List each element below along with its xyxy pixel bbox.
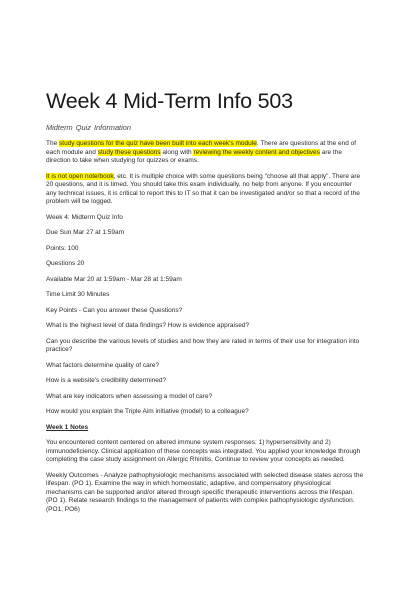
quiz-points: Points: 100: [46, 244, 79, 252]
quiz-availability: Available Mar 20 at 1:59am - Mar 28 at 1:59am: [46, 275, 182, 283]
page-title: Week 4 Mid-Term Info 503: [46, 89, 293, 113]
intro-text-1: The: [46, 140, 60, 147]
highlight-not-open-note: It is not open note/book: [46, 172, 114, 180]
week1-notes-paragraph: You encountered content centered on altered immune system responses: 1) hypersensitivity and 2) immunodeficiency. Clinical application of these concepts was integrated. You applied your knowledge through completing the case study assignment on Allergic Rhinitis. Continue to review your concepts as needed.: [46, 439, 361, 463]
question-item: How is a website's credibility determined?: [46, 377, 167, 384]
question-item: How would you explain the Triple Aim initiative (model) to a colleague?: [46, 408, 249, 415]
rules-paragraph: [46, 173, 364, 207]
question-item: What is the highest level of data findings? How is evidence appraised?: [46, 322, 250, 329]
week1-outcomes-paragraph: Weekly Outcomes - Analyze pathophysiologic mechanisms associated with selected disease states across the lifespan. (PO 1). Examine the way in which homeostatic, adaptive, and compensatory physiological mechanisms can be supported and/or altered through specific therapeutic interventions across the lifespan. (PO 1). Relate research findings to the management of patients with complex pathophysiologic dysfunction. (PO1, PO6): [46, 471, 364, 513]
document-content: [46, 88, 364, 521]
quiz-due-date: Due Sun Mar 27 at 1:59am: [46, 229, 125, 236]
intro-paragraph: [46, 140, 364, 166]
highlight-study-questions: study questions for the quiz have been built into each week's module: [59, 140, 257, 147]
quiz-info-title: Week 4: Midterm Quiz Info: [46, 213, 123, 221]
question-item: What are key indicators when assessing a model of care?: [46, 392, 213, 400]
key-points-heading: Key Points - Can you answer these Questions?: [46, 306, 183, 314]
highlight-weekly-content: reviewing the weekly content and objectives: [193, 148, 320, 156]
question-item: Can you describe the various levels of studies and how they are rated in terms of their use for integration into practice?: [46, 337, 360, 353]
quiz-questions-count: Questions 20: [46, 260, 85, 267]
rules-text: , etc. It is multiple choice with some questions being "choose all that apply". There are 20 questions, and it is timed. You should take this exam individually, no help from anyone. If you encounter any technical issues, it is critical to report this to IT so that it can be investigated and/or so that a record of the problem will be logged.: [46, 172, 361, 205]
intro-text-4: are the direction to take when studying for quizzes or exams.: [46, 148, 342, 164]
intro-text-2: . There are questions at the end of each module and: [46, 140, 357, 156]
page-subtitle: Midterm Quiz Information: [46, 123, 131, 132]
week1-notes-heading: Week 1 Notes: [46, 423, 89, 431]
intro-text-3: along with: [160, 148, 194, 156]
question-item: What factors determine quality of care?: [46, 361, 160, 369]
quiz-time-limit: Time Limit 30 Minutes: [46, 291, 110, 298]
highlight-study-these: study these questions: [97, 148, 161, 156]
